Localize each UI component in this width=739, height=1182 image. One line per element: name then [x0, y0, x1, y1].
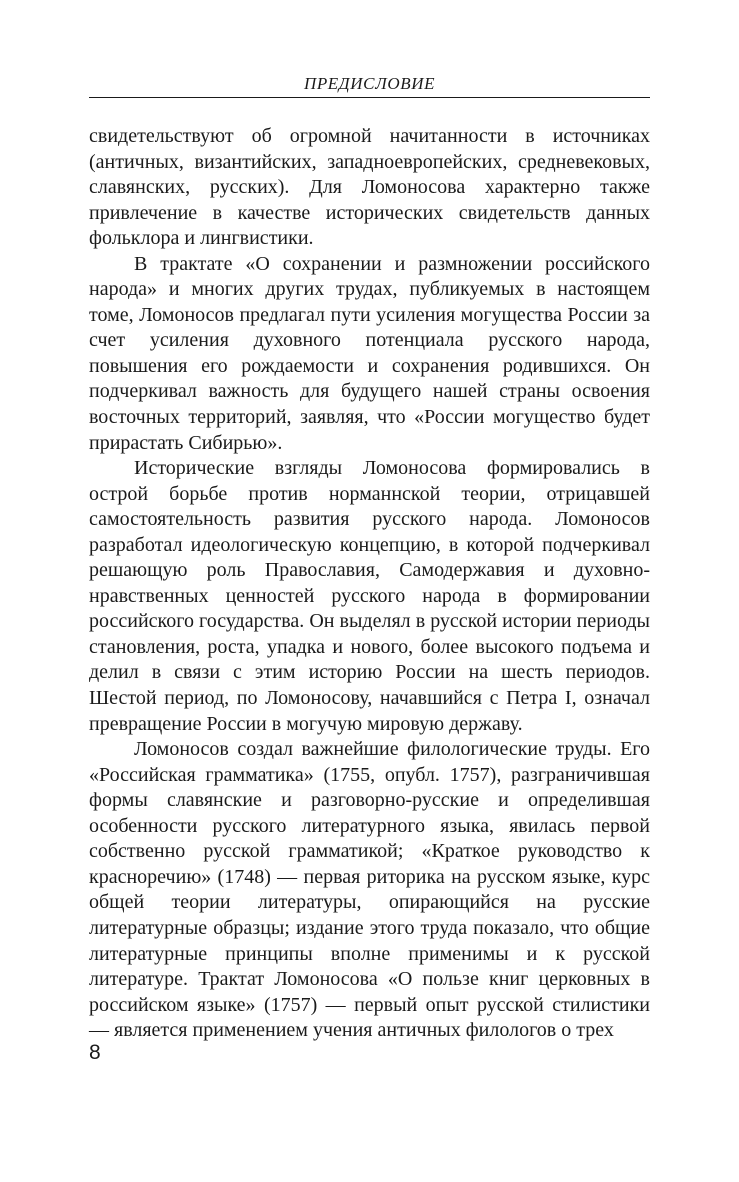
page-number: 8 [89, 1041, 101, 1064]
body-text [89, 124, 650, 1044]
paragraph: В трактате «О сохранении и размножении российского народа» и многих других трудах, публикуемых в настоящем томе, Ломоносов предлагал пути усиления могущества России за счет усиления духовного потенциала русского народа, повышения его рождаемости и сохранения родившихся. Он подчеркивал важность для будущего нашей страны освоения восточных территорий, заявляя, что «России могущество будет прирастать Сибирью». [89, 252, 650, 454]
paragraph: свидетельствуют об огромной начитанности в источниках (античных, византийских, западноевропейских, средневековых, славянских, русских). Для Ломоносова характерно также привлечение в качестве исторических свидетельств данных фольклора и лингвистики. [89, 125, 650, 250]
header-rule [89, 97, 650, 98]
running-header: ПРЕДИСЛОВИЕ [303, 74, 436, 93]
paragraph: Ломоносов создал важнейшие филологические труды. Его «Российская грамматика» (1755, опубл. 1757), разграничившая формы славянские и разговорно-русские и определившая особенности русского литературного языка, явилась первой собственно русской грамматикой; «Краткое руководство к красноречию» (1748) — первая риторика на русском языке, курс общей теории литературы, опирающийся на русские литературные образцы; издание этого труда показало, что общие литературные принципы вполне применимы и к русской литературе. Трактат Ломоносова «О пользе книг церковных в российском языке» (1757) — первый опыт русской стилистики — является применением учения античных филологов о трех [89, 738, 650, 1042]
paragraph: Исторические взгляды Ломоносова формировались в острой борьбе против норманнской теории, отрицавшей самостоятельность развития русского народа. Ломоносов разработал идеологическую концепцию, в которой подчеркивал решающую роль Православия, Самодержавия и духовно-нравственных ценностей русского народа в формировании российского государства. Он выделял в русской истории периоды становления, роста, упадка и нового, более высокого подъема и делил в связи с этим историю России на шесть периодов. Шестой период, по Ломоносову, начавшийся с Петра I, означал превращение России в могучую мировую державу. [89, 457, 650, 735]
